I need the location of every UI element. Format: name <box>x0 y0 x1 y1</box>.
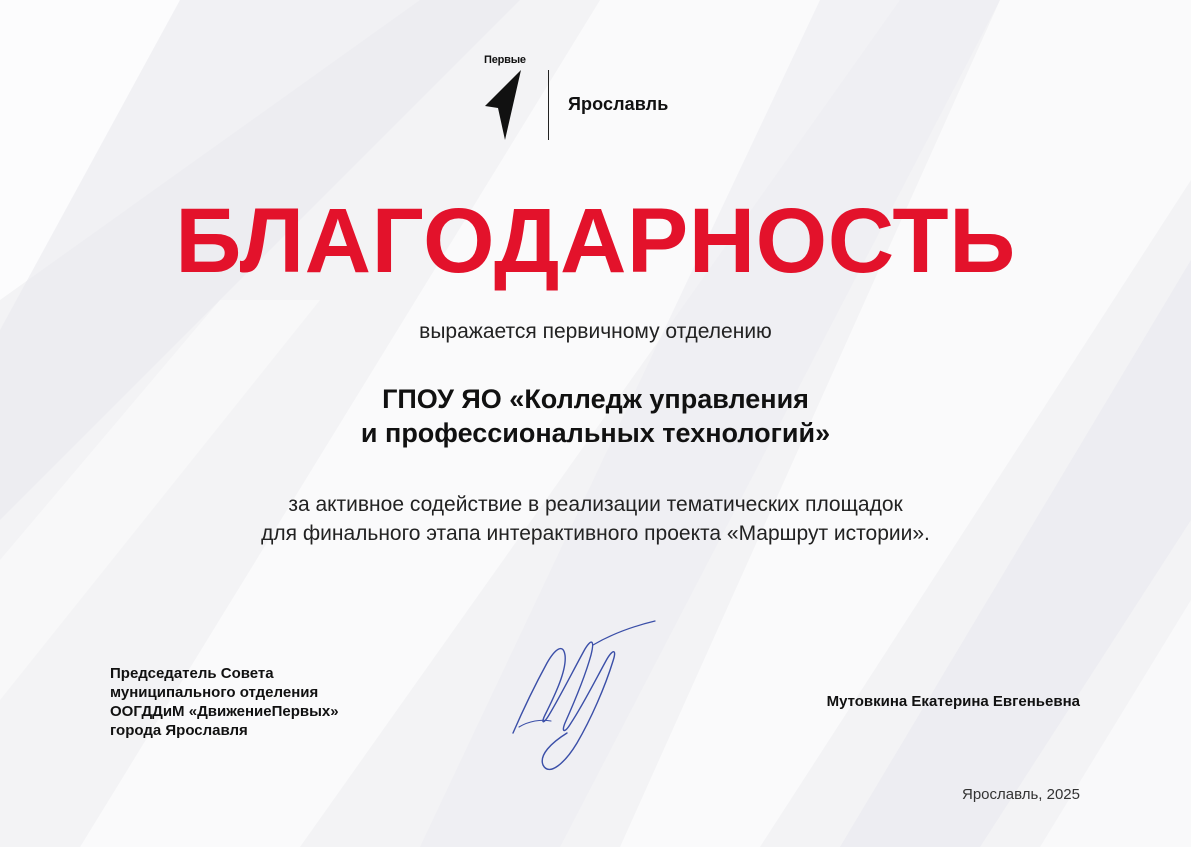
logo <box>480 52 720 142</box>
organization-line-1: ГПОУ ЯО «Колледж управления <box>382 384 809 414</box>
reason-text <box>0 490 1191 548</box>
logo-arrow-icon <box>485 70 521 140</box>
signer-name: Мутовкина Екатерина Евгеньевна <box>826 693 1080 710</box>
signer-role-line-4: города Ярославля <box>110 722 248 739</box>
reason-line-1: за активное содействие в реализации тематических площадок <box>288 493 903 516</box>
subtitle: выражается первичному отделению <box>419 320 772 343</box>
certificate-title: БЛАГОДАРНОСТЬ <box>175 190 1016 292</box>
reason-line-2: для финального этапа интерактивного проекта «Маршрут истории». <box>261 522 930 545</box>
place-and-date: Ярославль, 2025 <box>961 786 1080 803</box>
organization-name <box>0 382 1191 450</box>
logo-small-text: Первые <box>484 54 526 66</box>
signer-role-line-3: ООГДДиМ «ДвижениеПервых» <box>110 703 339 720</box>
logo-city: Ярославль <box>568 94 669 114</box>
signer-role-line-1: Председатель Совета <box>110 665 274 682</box>
organization-line-2: и профессиональных технологий» <box>360 418 831 448</box>
signer-role-line-2: муниципального отделения <box>110 684 319 701</box>
handwritten-signature <box>505 615 660 780</box>
signer-role <box>110 664 440 740</box>
logo-divider <box>548 70 549 140</box>
